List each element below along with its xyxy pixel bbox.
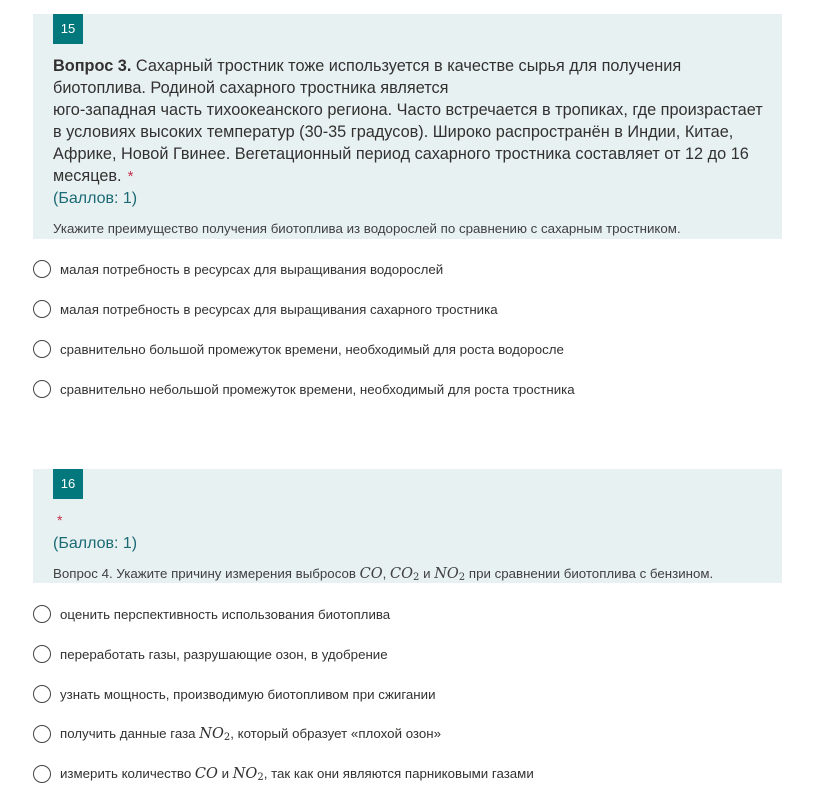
option-label: малая потребность в ресурсах для выращивания сахарного тростника [60, 301, 498, 317]
option-2[interactable] [33, 299, 498, 319]
formula-subscript: 2 [257, 771, 264, 783]
option-label: сравнительно небольшой промежуток времени, необходимый для роста тростника [60, 381, 575, 397]
points-label: (Баллов: 1) [53, 535, 138, 552]
option-1[interactable] [33, 259, 443, 279]
subtitle-text: Вопрос 4. Укажите причину измерения выбросов [53, 566, 360, 581]
required-asterisk: * [57, 512, 63, 528]
option-5[interactable] [33, 764, 534, 784]
option-label: узнать мощность, производимую биотопливом при сжигании [60, 686, 436, 702]
option-label: малая потребность в ресурсах для выращивания водорослей [60, 261, 444, 277]
radio-button[interactable] [33, 725, 51, 743]
option-label: сравнительно большой промежуток времени, необходимый для роста водоросле [60, 341, 564, 357]
question-subtitle: Укажите преимущество получения биотоплива из водорослей по сравнению с сахарным тростником. [53, 221, 681, 236]
question-title [53, 55, 768, 188]
formula-no2 [199, 726, 230, 742]
question-title-bold: Вопрос 3. [53, 57, 132, 75]
question-16-header [33, 469, 782, 583]
formula-co: CO [359, 566, 383, 582]
subtitle-and: и [419, 566, 435, 581]
radio-button[interactable] [33, 340, 51, 358]
subtitle-text-end: при сравнении биотоплива с бензином. [465, 566, 714, 581]
formula-base: NO [232, 765, 258, 782]
option-text-end: , который образует «плохой озон» [230, 725, 442, 741]
option-3[interactable] [33, 339, 564, 359]
formula-no2-base: NO [434, 566, 459, 582]
option-text: измерить количество [60, 765, 195, 781]
subtitle-separator: , [382, 566, 391, 581]
formula-co2 [390, 566, 419, 582]
option-label [60, 766, 534, 783]
option-1[interactable] [33, 604, 390, 624]
formula-co2-subscript: 2 [413, 572, 420, 583]
question-subtitle [53, 566, 713, 583]
option-label [60, 726, 441, 743]
option-text: получить данные газа [60, 725, 200, 741]
option-text-and: и [217, 765, 233, 781]
radio-button[interactable] [33, 645, 51, 663]
required-asterisk: * [127, 168, 134, 185]
option-4[interactable] [33, 379, 575, 399]
question-number-badge: 16 [53, 469, 83, 499]
option-2[interactable] [33, 644, 388, 664]
radio-button[interactable] [33, 300, 51, 318]
formula-base: NO [199, 725, 224, 742]
radio-button[interactable] [33, 380, 51, 398]
radio-button[interactable] [33, 260, 51, 278]
formula-subscript: 2 [223, 731, 231, 743]
option-text-end: , так как они являются парниковыми газами [263, 765, 534, 781]
formula-no2-subscript: 2 [458, 572, 466, 583]
formula-no2 [434, 566, 465, 582]
option-4[interactable] [33, 724, 441, 744]
radio-button[interactable] [33, 765, 51, 783]
option-3[interactable] [33, 684, 436, 704]
radio-button[interactable] [33, 685, 51, 703]
radio-button[interactable] [33, 605, 51, 623]
option-label: переработать газы, разрушающие озон, в удобрение [60, 646, 388, 662]
points-label: (Баллов: 1) [53, 190, 138, 207]
question-number-badge: 15 [53, 14, 83, 44]
option-label: оценить перспективность использования биотоплива [60, 606, 391, 622]
formula-co: CO [194, 765, 218, 782]
question-title-text: Сахарный тростник тоже используется в качестве сырья для получения биотоплива. Родиной сахарного тростника является юго-западная часть тихоокеанского региона. Часто встречается в тропиках, где произрастает в условиях высоких температур (30-35 градусов). Широко распространён в Индии, Китае, Африке, Новой Гвинее. Вегетационный период сахарного тростника составляет от 12 до 16 месяцев. [53, 57, 763, 185]
question-15-header [33, 14, 782, 239]
formula-no2 [233, 766, 264, 782]
formula-co2-base: CO [390, 566, 414, 582]
